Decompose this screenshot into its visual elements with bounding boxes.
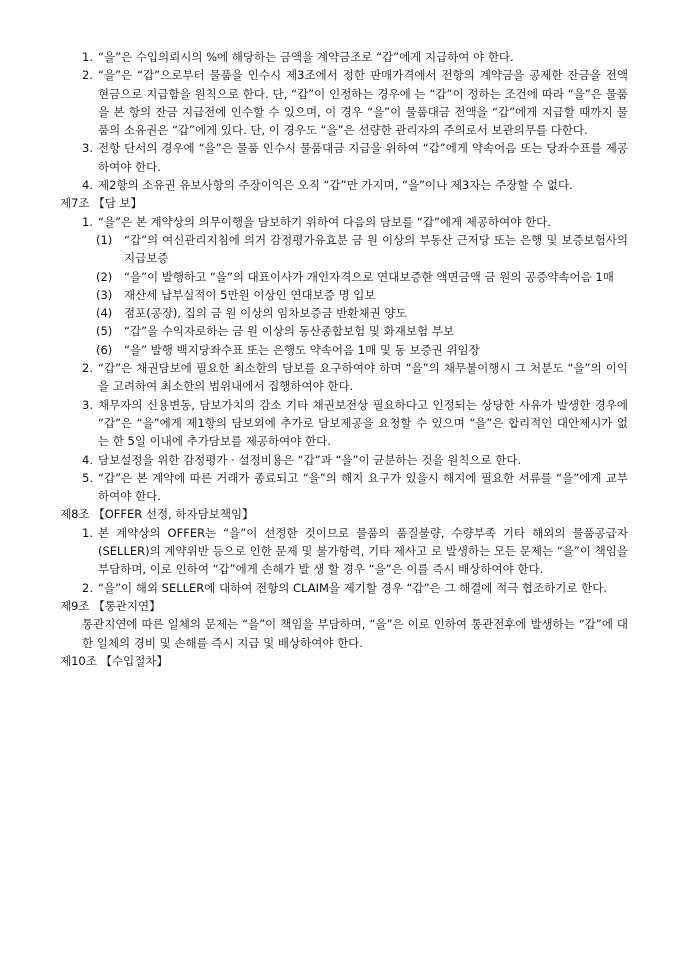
item-text: “을”은 “갑”으로부터 물품을 인수시 제3조에서 정한 판매가격에서 전항의 계약금을 공제한 잔금을 전액 현금으로 지급함을 원칙으로 한다. 단, “갑”이 인정하는 경우에 는 “갑”이 정하는 조건에 따라 “을”은 물품을 본 항의 잔금 지급전에 인수할 수 있으며, 이 경우 “을”이 물품대금 전액을 “갑”에게 지급할 때까지 물품의 소유권은 “갑”에게 있다. 단, 이 경우도 “을”은 선량한 관리자의 주의로서 보관의무를 다한다. [98,68,628,138]
item-number: 5. [82,470,93,485]
sub-item [60,304,628,322]
sub-item [60,286,628,304]
item-number: 1. [82,214,93,229]
list-item [60,579,628,597]
item-number: 1. [82,525,93,540]
sub-item-number: (1) [96,232,113,247]
article-10-heading: 제10조 【수입절차】 [60,653,168,668]
list-item [60,139,628,176]
sub-item [60,322,628,340]
article-8-heading: 제8조 【OFFER 선정, 하자담보책임】 [60,507,254,522]
sub-item-text: “갑”을 수익자로하는 금 원 이상의 동산종합보험 및 화재보험 부보 [124,324,454,339]
list-item [60,469,628,506]
sub-item-text: “을”이 발행하고 “을”의 대표이사가 개인자격으로 연대보증한 액면금액 금 원의 공증약속어음 1매 [124,269,614,284]
item-number: 3. [82,397,93,412]
sub-item-number: (4) [96,306,113,321]
item-text: 담보설정을 위한 감정평가 · 설정비용은 “갑”과 “을”이 균분하는 것을 원칙으로 한다. [98,452,522,467]
sub-item-number: (3) [96,287,113,302]
item-number: 4. [82,452,93,467]
list-item [60,524,628,579]
sub-item-number: (5) [96,324,113,339]
item-text: 본 계약상의 OFFER는 “을”이 선정한 것이므로 물품의 품질불량, 수량부족 기타 해외의 물품공급자(SELLER)의 계약위반 등으로 인한 문제 및 불가항력, 기타 제사고 로 발생하는 모든 문제는 “을”이 책임을 부담하며, 이로 인하여 “갑”에게 손해가 발 생 할 경우 “을”은 이를 즉시 배상하여야 한다. [98,525,628,577]
sub-item [60,231,628,268]
list-item [60,213,628,231]
item-text: “을”은 수입의뢰시의 %에 해당하는 금액을 계약금조로 “갑”에게 지급하여 야 한다. [98,50,514,64]
item-text: “갑”은 본 계약에 따른 거래가 종료되고 “을”의 해지 요구가 있을시 해지에 필요한 서류를 “을”에게 교부하여야 한다. [98,470,628,504]
list-item [60,396,628,451]
item-text: 채무자의 신용변동, 담보가치의 감소 기타 채권보전상 필요하다고 인정되는 상당한 사유가 발생한 경우에 “갑”은 “을”에게 제1항의 담보외에 추가로 담보제공을 요청할 수 있으며 “을”은 합리적인 대안제시가 없는 한 5일 이내에 추가담보를 제공하여야 한다. [98,397,628,449]
article-7-heading: 제7조 【담 보】 [60,196,143,211]
sub-item [60,341,628,359]
sub-item-text: 재산세 납부실적이 5만원 이상인 연대보증 명 입보 [124,287,376,302]
sub-item-text: “을” 발행 백지당좌수표 또는 은행도 약속어음 1매 및 동 보증권 위임장 [124,342,480,357]
item-number: 3. [82,141,93,156]
sub-item [60,268,628,286]
sub-item-text: “갑”의 여신관리지침에 의거 감정평가유효분 금 원 이상의 부동산 근저당 또는 은행 및 보증보험사의 지급보증 [124,232,628,266]
article-9-heading: 제9조 【통관지연】 [60,598,161,613]
item-number: 1. [82,50,93,64]
item-text: “을”이 해외 SELLER에 대하여 전항의 CLAIM을 제기할 경우 “갑”은 그 해결에 적극 협조하기로 한다. [98,580,608,595]
item-number: 4. [82,178,93,193]
list-item [60,48,628,66]
article-9-paragraph: 통관지연에 따른 일체의 문제는 “을”이 책임을 부담하며, “을”은 이로 인하여 통관전후에 발생하는 “갑”에 대한 일체의 경비 및 손해를 즉시 지급 및 배상하여야 한다. [82,617,628,650]
sub-item-text: 점포(공장), 집의 금 원 이상의 임차보증금 반환채권 양도 [124,306,407,321]
item-text: “을”은 본 계약상의 의무이행을 담보하기 위하여 다음의 담보를 “갑”에게 제공하여야 한다. [98,214,551,229]
item-number: 2. [82,68,93,83]
list-item [60,359,628,396]
item-text: 전항 단서의 경우에 “을”은 물품 인수시 물품대금 지급을 위하여 “갑”에게 약속어음 또는 당좌수표를 제공하여야 한다. [98,141,628,174]
list-item [60,451,628,469]
contract-body [60,48,628,670]
sub-item-number: (2) [96,269,113,284]
item-number: 2. [82,361,93,376]
item-text: “갑”은 채권담보에 필요한 최소한의 담보를 요구하여야 하며 “을”의 채무불이행시 그 처분도 “을”의 이익을 고려하여 최소한의 범위내에서 집행하여야 한다. [98,361,628,394]
item-number: 2. [82,580,93,595]
item-text: 제2항의 소유권 유보사항의 주장이익은 오직 “갑”만 가지며, “을”이나 제3자는 주장할 수 없다. [98,178,573,193]
list-item [60,176,628,194]
sub-item-number: (6) [96,342,113,357]
list-item [60,66,628,139]
